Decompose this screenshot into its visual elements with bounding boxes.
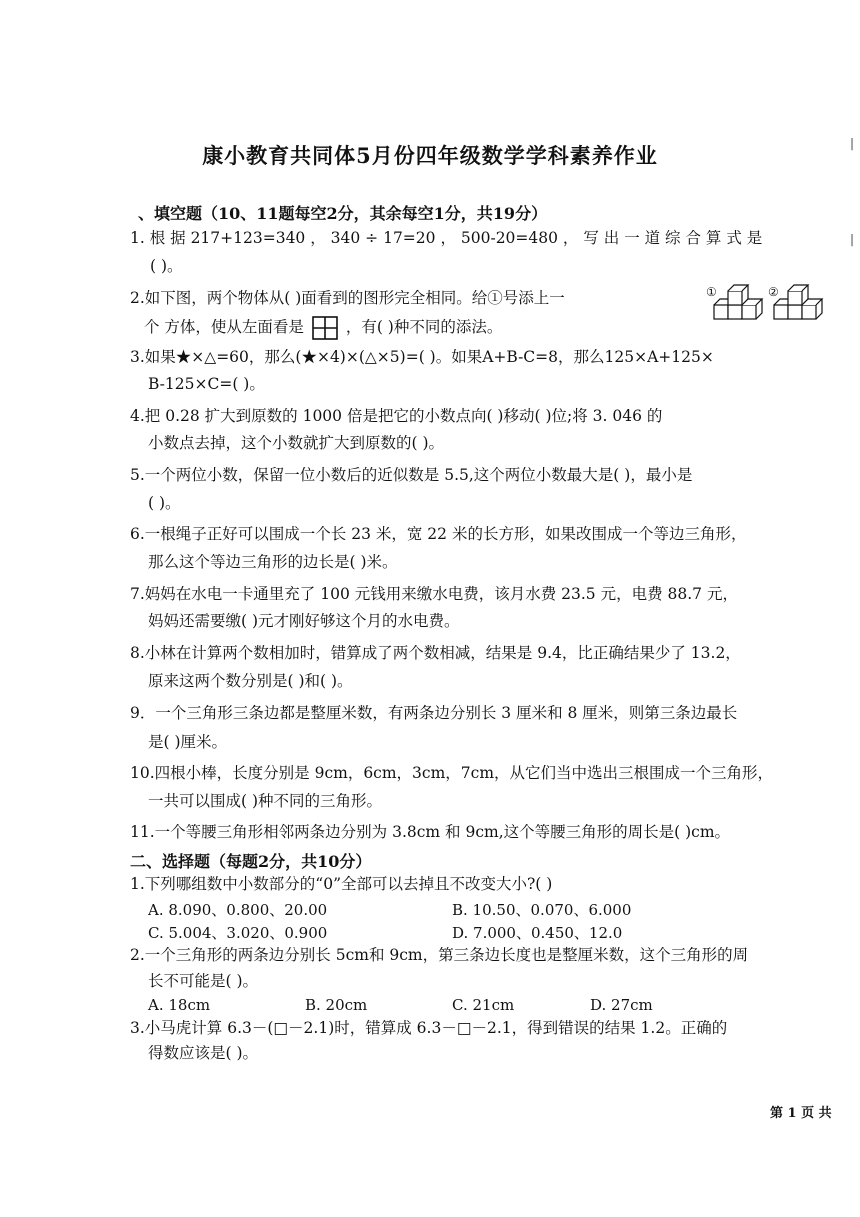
- section-choice-heading: 二、选择题（每题2分，共10分）: [130, 852, 372, 871]
- q2-line1: 2.如下图，两个物体从( )面看到的图形完全相同。给①号添上一: [130, 289, 565, 307]
- c2-option-d: D. 27cm: [590, 996, 653, 1014]
- q6-line2: 那么这个等边三角形的边长是( )米。: [148, 553, 398, 571]
- c1-option-c: C. 5.004、3.020、0.900: [148, 924, 328, 942]
- edge-mark: |: [850, 232, 855, 246]
- q5-line2: ( )。: [148, 494, 181, 512]
- page-footer: 第 1 页 共: [770, 1106, 832, 1121]
- q2-line2-part1: 个 方体，使从左面看是: [144, 318, 304, 336]
- figure-label-1: ①: [706, 285, 717, 299]
- section-fill-in-heading: 、填空题（10、11题每空2分，其余每空1分，共19分）: [138, 204, 548, 223]
- q7-line2: 妈妈还需要缴( )元才刚好够这个月的水电费。: [148, 612, 460, 630]
- q5-line1: 5.一个两位小数，保留一位小数后的近似数是 5.5,这个两位小数最大是( )，最小是: [130, 466, 693, 484]
- c1-option-d: D. 7.000、0.450、12.0: [452, 924, 623, 942]
- q9-line2: 是( )厘米。: [148, 733, 228, 751]
- q1-line2: ( )。: [150, 257, 183, 275]
- q8-line1: 8.小林在计算两个数相加时，错算成了两个数相减，结果是 9.4，比正确结果少了 13.2，: [130, 644, 741, 662]
- q2-line2: [144, 316, 502, 340]
- q4-line1: 4.把 0.28 扩大到原数的 1000 倍是把它的小数点向( )移动( )位;将 3. 046 的: [130, 407, 663, 425]
- c1-stem: 1.下列哪组数中小数部分的“0”全部可以去掉且不改变大小?( ): [130, 875, 553, 893]
- c1-option-a: A. 8.090、0.800、20.00: [148, 901, 328, 919]
- page-title: 康小教育共同体5月份四年级数学学科素养作业: [202, 143, 658, 168]
- q10-line1: 10.四根小棒，长度分别是 9cm，6cm，3cm，7cm，从它们当中选出三根围成一个三角形，: [130, 764, 774, 782]
- q11-line1: 11.一个等腰三角形相邻两条边分别为 3.8cm 和 9cm,这个等腰三角形的周长是( )cm。: [130, 823, 731, 841]
- c2-option-b: B. 20cm: [305, 996, 368, 1014]
- figure-label-2: ②: [768, 285, 779, 299]
- c3-line1: 3.小马虎计算 6.3－(□－2.1)时，错算成 6.3－□－2.1，得到错误的结果 1.2。正确的: [130, 1019, 728, 1037]
- q3-line1: 3.如果★×△=60，那么(★×4)×(△×5)=( )。如果A+B-C=8，那么125×A+125×: [130, 348, 714, 366]
- q7-line1: 7.妈妈在水电一卡通里充了 100 元钱用来缴水电费，该月水费 23.5 元，电费 88.7 元，: [130, 585, 738, 603]
- c2-option-a: A. 18cm: [148, 996, 211, 1014]
- q10-line2: 一共可以围成( )种不同的三角形。: [148, 792, 383, 810]
- c2-stem-line1: 2.一个三角形的两条边分别长 5cm和 9cm，第三条边长度也是整厘米数，这个三角形的周: [130, 946, 749, 964]
- q1-line1: 1. 根 据 217+123=340 ， 340 ÷ 17=20 ， 500-20=480 ， 写 出 一 道 综 合 算 式 是: [130, 229, 763, 247]
- cube-objects-figure: [704, 283, 828, 327]
- q4-line2: 小数点去掉，这个小数就扩大到原数的( )。: [148, 434, 445, 452]
- q2-line2-part2: ，有( )种不同的添法。: [345, 318, 503, 336]
- c2-option-c: C. 21cm: [452, 996, 515, 1014]
- q6-line1: 6.一根绳子正好可以围成一个长 23 米，宽 22 米的长方形，如果改围成一个等边三角形，: [130, 525, 747, 543]
- c2-stem-line2: 长不可能是( )。: [148, 972, 259, 990]
- edge-mark: |: [850, 136, 855, 150]
- c3-line2: 得数应该是( )。: [148, 1044, 259, 1062]
- c1-option-b: B. 10.50、0.070、6.000: [452, 901, 632, 919]
- q9-line1: 9．一个三角形三条边都是整厘米数，有两条边分别长 3 厘米和 8 厘米，则第三条边最长: [130, 704, 738, 722]
- q3-line2: B-125×C=( )。: [148, 375, 265, 393]
- grid-view-icon: [312, 316, 338, 340]
- q8-line2: 原来这两个数分别是( )和( )。: [148, 672, 353, 690]
